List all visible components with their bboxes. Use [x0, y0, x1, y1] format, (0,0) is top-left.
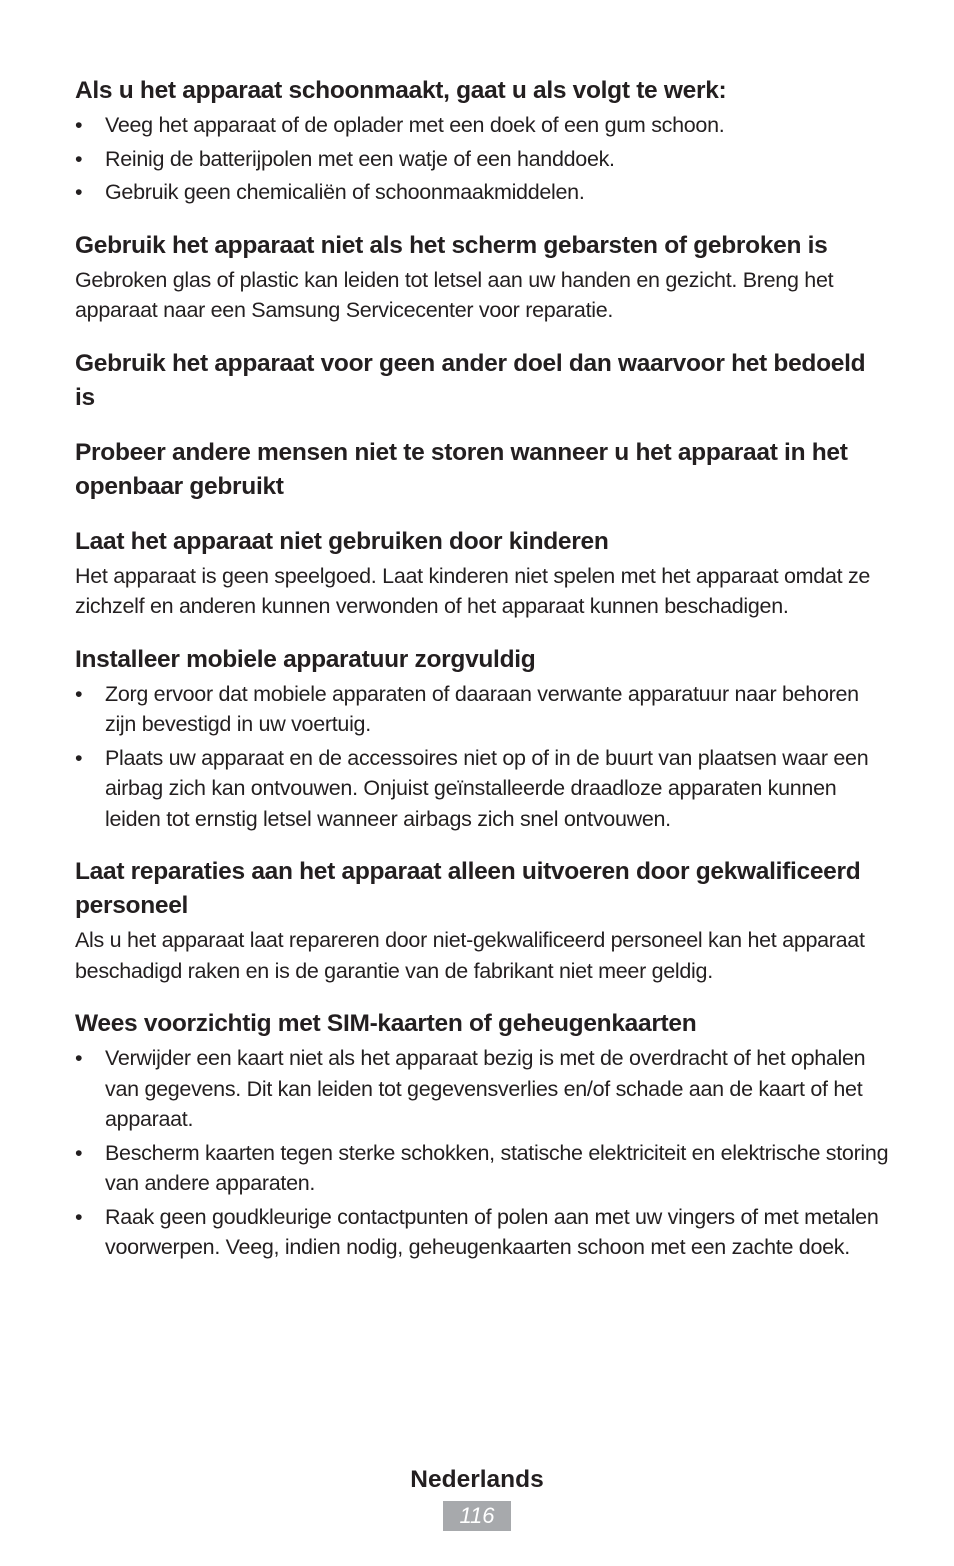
section-text: Het apparaat is geen speelgoed. Laat kinderen niet spelen met het apparaat omdat ze zichzelf en anderen kunnen verwonden of het apparaat kunnen beschadigen. — [75, 563, 871, 618]
section-memory-cards — [75, 1007, 890, 1263]
list-item-text: Gebruik geen chemicaliën of schoonmaakmiddelen. — [105, 180, 585, 204]
list-item — [75, 1138, 890, 1199]
section-broken-screen — [75, 229, 890, 326]
page-number: 116 — [443, 1501, 511, 1531]
list-item-text: Veeg het apparaat of de oplader met een doek of een gum schoon. — [105, 113, 725, 137]
bullet-list — [75, 679, 890, 835]
section-heading: Wees voorzichtig met SIM-kaarten of geheugenkaarten — [75, 1010, 697, 1037]
section-heading: Als u het apparaat schoonmaakt, gaat u als volgt te werk: — [75, 77, 727, 104]
bullet-list — [75, 110, 890, 208]
list-item — [75, 110, 890, 141]
list-item — [75, 1202, 890, 1263]
document-page — [75, 74, 890, 1284]
bullet-marker: • — [75, 146, 83, 171]
list-item-text: Verwijder een kaart niet als het apparaat bezig is met de overdracht of het ophalen van gegevens. Dit kan leiden tot gegevensverlies en/of schade aan de kaart of het apparaat. — [105, 1046, 866, 1131]
list-item — [75, 679, 890, 740]
section-heading: Gebruik het apparaat voor geen ander doel dan waarvoor het bedoeld is — [75, 349, 866, 411]
section-text: Als u het apparaat laat repareren door niet-gekwalificeerd personeel kan het apparaat beschadigd raken en is de garantie van de fabrikant niet meer geldig. — [75, 928, 865, 983]
bullet-marker: • — [75, 681, 83, 706]
list-item-text: Bescherm kaarten tegen sterke schokken, statische elektriciteit en elektrische storing van andere apparaten. — [105, 1140, 889, 1195]
list-item-text: Raak geen goudkleurige contactpunten of polen aan met uw vingers of met metalen voorwerpen. Veeg, indien nodig, geheugenkaarten schoon met een zachte doek. — [105, 1204, 879, 1259]
footer-language: Nederlands — [410, 1466, 544, 1493]
section-heading: Probeer andere mensen niet te storen wanneer u het apparaat in het openbaar gebruikt — [75, 438, 848, 500]
bullet-marker: • — [75, 745, 83, 770]
page-footer — [0, 1462, 954, 1531]
list-item — [75, 743, 890, 835]
list-item — [75, 177, 890, 208]
section-repairs — [75, 855, 890, 986]
section-text: Gebroken glas of plastic kan leiden tot letsel aan uw handen en gezicht. Breng het apparaat naar een Samsung Servicecenter voor reparatie. — [75, 267, 834, 322]
section-heading: Gebruik het apparaat niet als het scherm gebarsten of gebroken is — [75, 231, 828, 259]
bullet-marker: • — [75, 1046, 83, 1070]
list-item-text: Zorg ervoor dat mobiele apparaten of daaraan verwante apparatuur naar behoren zijn bevestigd in uw voertuig. — [105, 681, 859, 736]
section-heading: Laat reparaties aan het apparaat alleen uitvoeren door gekwalificeerd personeel — [75, 858, 861, 919]
bullet-list — [75, 1043, 890, 1263]
bullet-marker: • — [75, 1204, 83, 1229]
list-item-text: Reinig de batterijpolen met een watje of een handdoek. — [105, 146, 615, 171]
section-mobile-equipment — [75, 643, 890, 835]
section-children — [75, 525, 890, 622]
section-heading: Laat het apparaat niet gebruiken door kinderen — [75, 527, 609, 555]
section-public-use — [75, 436, 890, 504]
bullet-marker: • — [75, 180, 83, 204]
bullet-marker: • — [75, 113, 83, 137]
list-item-text: Plaats uw apparaat en de accessoires niet op of in de buurt van plaatsen waar een airbag zich kan ontvouwen. Onjuist geïnstalleerde draadloze apparaten kunnen leiden tot ernstig letsel wanneer airbags zich snel ontvouwen. — [105, 745, 869, 831]
list-item — [75, 144, 890, 175]
section-intended-use — [75, 347, 890, 415]
section-cleaning — [75, 74, 890, 208]
list-item — [75, 1043, 890, 1135]
bullet-marker: • — [75, 1140, 83, 1165]
section-heading: Installeer mobiele apparatuur zorgvuldig — [75, 645, 536, 673]
